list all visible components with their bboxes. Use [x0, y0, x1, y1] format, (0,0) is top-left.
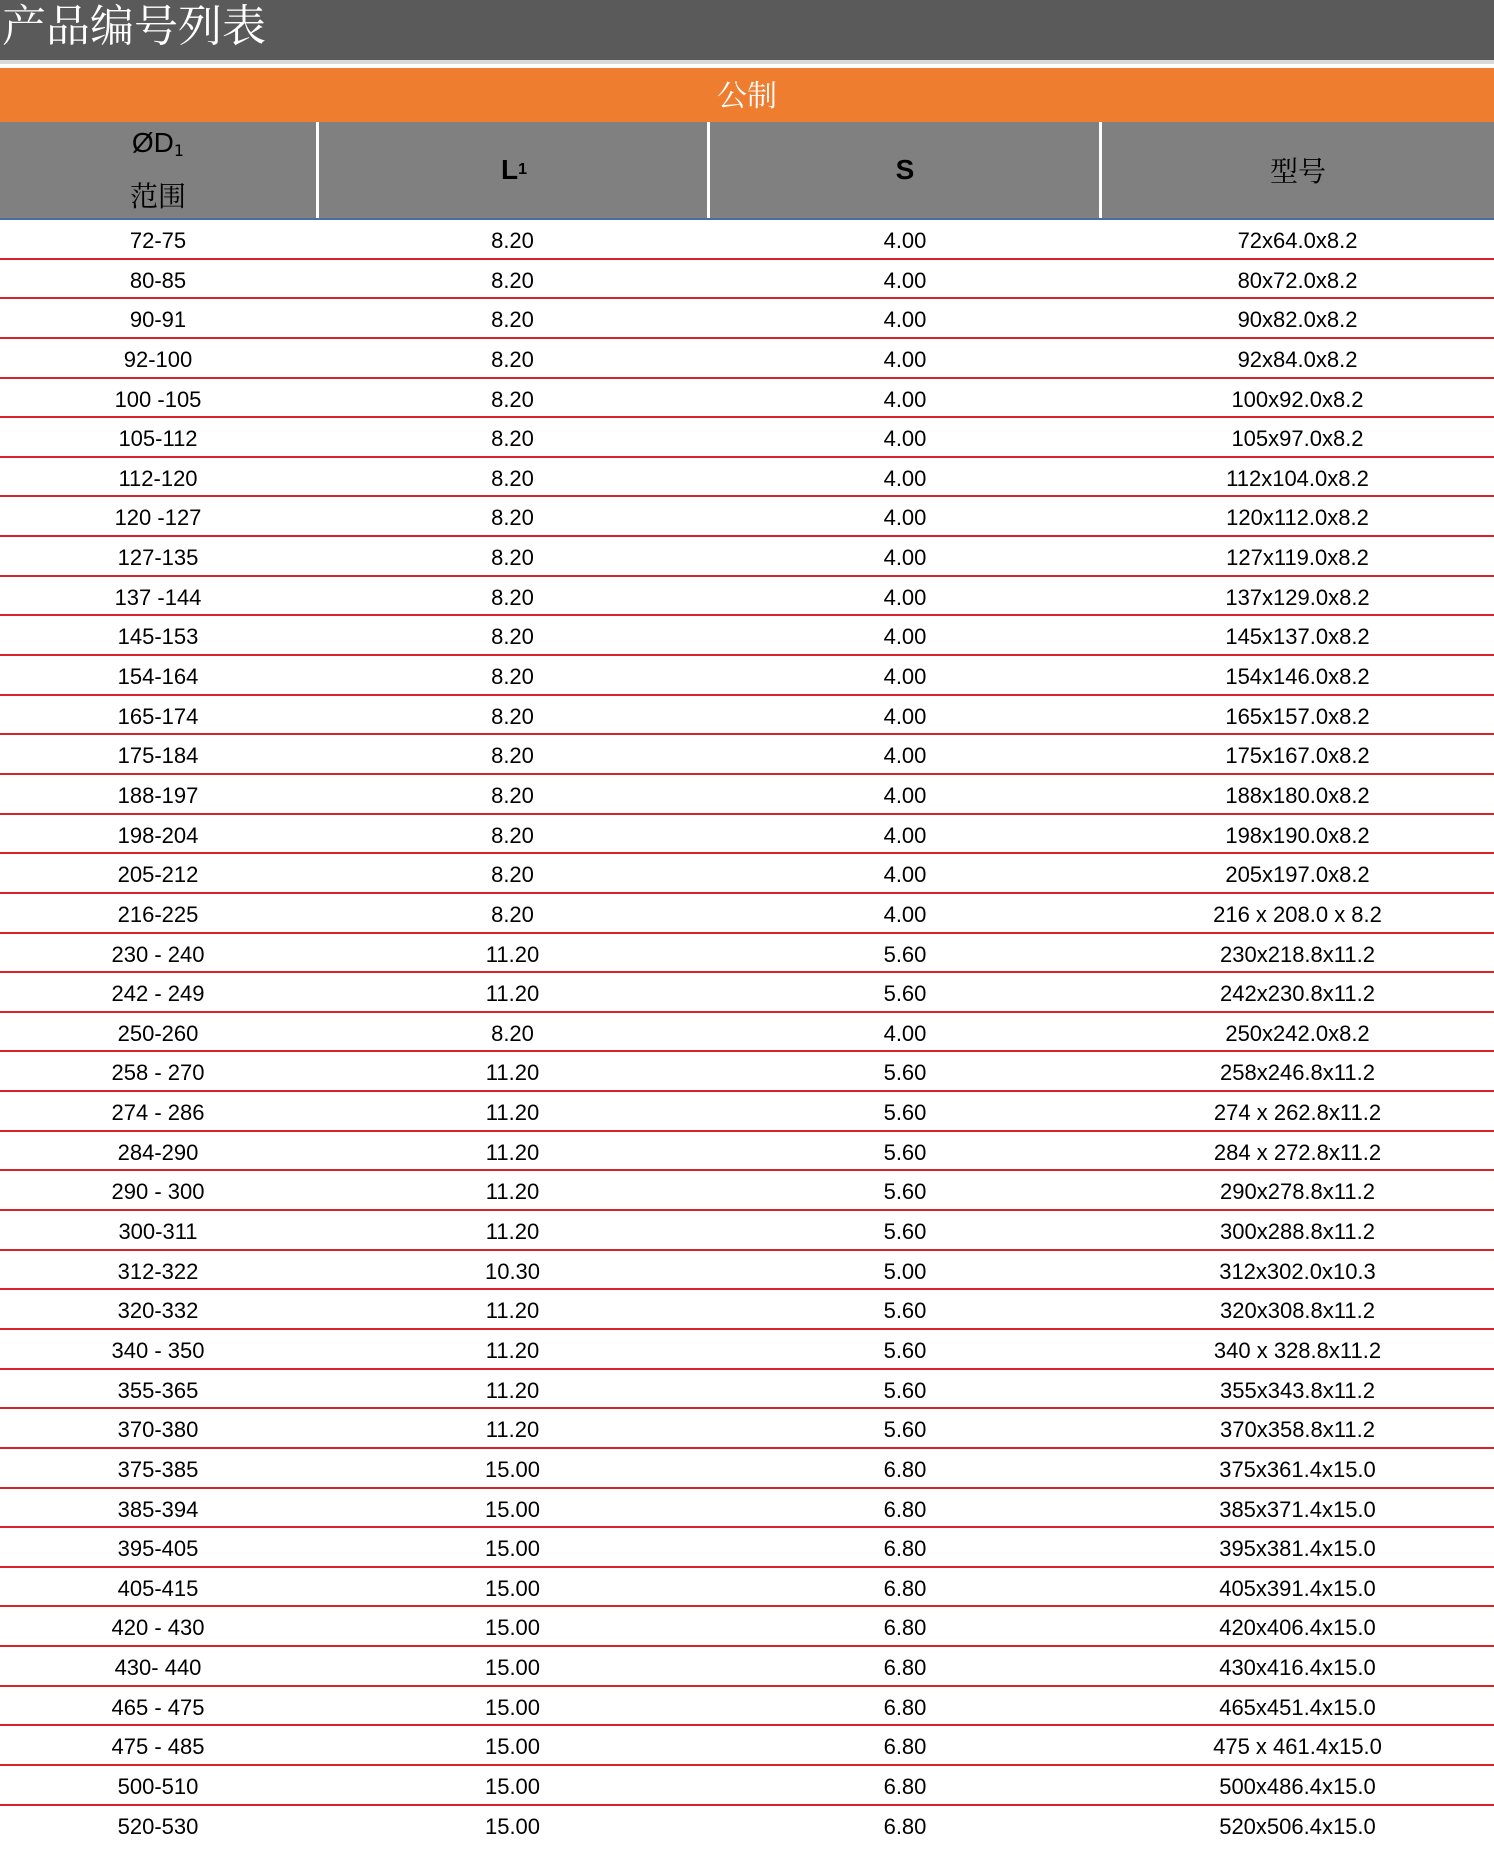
cell-l1: 8.20 [491, 426, 534, 452]
cell-s: 6.80 [883, 1496, 927, 1522]
cell-model: 165x157.0x8.2 [1225, 703, 1370, 729]
table-row [0, 1211, 1494, 1251]
column-header-l1 [319, 122, 709, 218]
cell-l1: 8.20 [491, 386, 534, 412]
cell-model: 340 x 328.8x11.2 [1213, 1337, 1382, 1363]
cell-model: 175x167.0x8.2 [1225, 743, 1370, 769]
cell-model: 188x180.0x8.2 [1225, 782, 1370, 808]
cell-s: 4.00 [883, 267, 927, 293]
cell-model: 216 x 208.0 x 8.2 [1213, 901, 1382, 927]
cell-d1-range: 420 - 430 [111, 1615, 205, 1641]
table-row [0, 775, 1494, 815]
cell-s: 5.60 [883, 1179, 927, 1205]
table-row [0, 1013, 1494, 1053]
table-row [0, 418, 1494, 458]
cell-s: 4.00 [883, 465, 927, 491]
table-row [0, 1528, 1494, 1568]
cell-d1-range: 300-311 [118, 1219, 198, 1245]
cell-l1: 11.20 [485, 1337, 540, 1363]
cell-s: 5.00 [883, 1258, 927, 1284]
cell-s: 4.00 [883, 584, 927, 610]
cell-s: 6.80 [883, 1575, 927, 1601]
cell-model: 105x97.0x8.2 [1231, 426, 1364, 452]
cell-d1-range: 205-212 [117, 862, 199, 888]
d1-subscript: 1 [173, 141, 185, 160]
table-row [0, 1766, 1494, 1806]
table-row [0, 577, 1494, 617]
cell-l1: 15.00 [484, 1456, 541, 1482]
cell-s: 6.80 [883, 1694, 927, 1720]
cell-s: 4.00 [883, 624, 927, 650]
cell-s: 4.00 [883, 703, 927, 729]
table-row [0, 854, 1494, 894]
table-row [0, 537, 1494, 577]
l1-subscript: 1 [518, 161, 527, 178]
table-row [0, 656, 1494, 696]
table-row [0, 1132, 1494, 1172]
cell-l1: 11.20 [485, 1179, 540, 1205]
table-row [0, 1330, 1494, 1370]
table-row [0, 1647, 1494, 1687]
cell-d1-range: 145-153 [117, 624, 199, 650]
cell-l1: 15.00 [484, 1615, 541, 1641]
cell-s: 6.80 [883, 1655, 927, 1681]
cell-s: 4.00 [883, 822, 927, 848]
cell-model: 198x190.0x8.2 [1225, 822, 1370, 848]
cell-l1: 15.00 [484, 1575, 541, 1601]
cell-l1: 15.00 [484, 1773, 541, 1799]
cell-model: 300x288.8x11.2 [1220, 1219, 1375, 1245]
cell-s: 4.00 [883, 426, 927, 452]
cell-l1: 10.30 [484, 1258, 541, 1284]
cell-d1-range: 375-385 [117, 1456, 199, 1482]
cell-l1: 15.00 [484, 1655, 541, 1681]
table-row [0, 220, 1494, 260]
table-row [0, 497, 1494, 537]
cell-d1-range: 320-332 [117, 1298, 199, 1324]
cell-l1: 8.20 [491, 624, 534, 650]
cell-model: 100x92.0x8.2 [1231, 386, 1364, 412]
title-bar [0, 0, 1494, 64]
table-row [0, 696, 1494, 736]
d1-symbol: ØD [131, 127, 174, 158]
cell-model: 284 x 272.8x11.2 [1213, 1139, 1382, 1165]
cell-s: 5.60 [883, 1219, 927, 1245]
table-row [0, 973, 1494, 1013]
page-title: 产品编号列表 [2, 1, 266, 52]
cell-s: 5.60 [883, 1377, 927, 1403]
cell-s: 5.60 [883, 1060, 927, 1086]
cell-d1-range: 405-415 [117, 1575, 199, 1601]
cell-model: 258x246.8x11.2 [1220, 1060, 1375, 1086]
cell-d1-range: 127-135 [117, 545, 199, 571]
cell-model: 127x119.0x8.2 [1226, 545, 1369, 571]
cell-s: 5.60 [883, 1139, 927, 1165]
cell-d1-range: 475 - 485 [111, 1734, 205, 1760]
cell-l1: 8.20 [491, 664, 534, 690]
cell-l1: 11.20 [485, 1219, 540, 1245]
cell-d1-range: 105-112 [118, 426, 198, 452]
cell-d1-range: 112-120 [118, 465, 198, 491]
cell-l1: 8.20 [491, 782, 534, 808]
table-row [0, 339, 1494, 379]
table-row [0, 815, 1494, 855]
table-row [0, 1607, 1494, 1647]
cell-l1: 11.20 [485, 1060, 540, 1086]
cell-s: 5.60 [883, 941, 927, 967]
cell-s: 4.00 [883, 862, 927, 888]
cell-s: 5.60 [883, 1337, 927, 1363]
cell-s: 5.60 [883, 1298, 927, 1324]
cell-d1-range: 90-91 [129, 307, 187, 333]
cell-model: 500x486.4x15.0 [1219, 1773, 1376, 1799]
cell-l1: 11.20 [485, 1139, 540, 1165]
cell-d1-range: 370-380 [117, 1417, 199, 1443]
cell-d1-range: 385-394 [117, 1496, 199, 1522]
cell-l1: 11.20 [485, 1417, 540, 1443]
cell-l1: 8.20 [491, 862, 534, 888]
cell-d1-range: 72-75 [129, 228, 187, 253]
cell-d1-range: 340 - 350 [111, 1337, 205, 1363]
table-row [0, 299, 1494, 339]
cell-s: 4.00 [883, 901, 927, 927]
cell-d1-range: 230 - 240 [111, 941, 205, 967]
cell-model: 420x406.4x15.0 [1219, 1615, 1376, 1641]
cell-model: 290x278.8x11.2 [1220, 1179, 1375, 1205]
cell-l1: 11.20 [485, 1100, 540, 1126]
cell-model: 385x371.4x15.0 [1219, 1496, 1376, 1522]
cell-s: 4.00 [883, 1020, 927, 1046]
cell-d1-range: 274 - 286 [111, 1100, 205, 1126]
cell-d1-range: 355-365 [117, 1377, 199, 1403]
cell-l1: 15.00 [484, 1694, 541, 1720]
cell-d1-range: 165-174 [117, 703, 199, 729]
cell-model: 520x506.4x15.0 [1219, 1813, 1376, 1839]
cell-s: 4.00 [883, 386, 927, 412]
cell-d1-range: 465 - 475 [111, 1694, 205, 1720]
cell-s: 6.80 [883, 1456, 927, 1482]
cell-l1: 8.20 [491, 267, 534, 293]
d1-symbol-line [132, 120, 184, 174]
column-header-model: 型号 [1269, 155, 1326, 188]
cell-s: 4.00 [883, 228, 927, 253]
cell-l1: 8.20 [491, 703, 534, 729]
table-row [0, 1449, 1494, 1489]
cell-d1-range: 92-100 [123, 346, 193, 372]
cell-s: 6.80 [883, 1773, 927, 1799]
cell-s: 4.00 [883, 743, 927, 769]
cell-model: 205x197.0x8.2 [1225, 862, 1370, 888]
table-row [0, 1568, 1494, 1608]
cell-l1: 8.20 [491, 743, 534, 769]
cell-model: 90x82.0x8.2 [1237, 307, 1358, 333]
cell-l1: 8.20 [491, 822, 534, 848]
cell-s: 6.80 [883, 1813, 927, 1839]
d1-range-label: 范围 [129, 180, 186, 213]
table-row [0, 735, 1494, 775]
cell-d1-range: 258 - 270 [111, 1060, 205, 1086]
table-row [0, 1052, 1494, 1092]
cell-model: 72x64.0x8.2 [1237, 228, 1358, 253]
cell-model: 230x218.8x11.2 [1220, 941, 1375, 967]
cell-model: 80x72.0x8.2 [1237, 267, 1358, 293]
cell-d1-range: 284-290 [117, 1139, 199, 1165]
cell-l1: 11.20 [485, 981, 540, 1007]
cell-model: 320x308.8x11.2 [1220, 1298, 1375, 1324]
cell-l1: 15.00 [484, 1536, 541, 1562]
cell-d1-range: 137 -144 [114, 584, 202, 610]
cell-model: 92x84.0x8.2 [1237, 346, 1358, 372]
cell-model: 370x358.8x11.2 [1220, 1417, 1375, 1443]
table-header [0, 122, 1494, 220]
cell-d1-range: 175-184 [117, 743, 199, 769]
table-row [0, 1687, 1494, 1727]
cell-d1-range: 500-510 [117, 1773, 199, 1799]
cell-l1: 8.20 [491, 545, 534, 571]
cell-l1: 15.00 [484, 1496, 541, 1522]
cell-s: 4.00 [883, 782, 927, 808]
l1-symbol: L [500, 154, 519, 185]
cell-model: 154x146.0x8.2 [1225, 664, 1370, 690]
cell-d1-range: 250-260 [117, 1020, 199, 1046]
table-row [0, 1726, 1494, 1766]
table-row [0, 1251, 1494, 1291]
section-header-metric: 公制 [0, 68, 1494, 122]
cell-l1: 8.20 [491, 228, 534, 253]
cell-d1-range: 312-322 [117, 1258, 199, 1284]
cell-model: 405x391.4x15.0 [1219, 1575, 1376, 1601]
cell-model: 375x361.4x15.0 [1219, 1456, 1376, 1482]
cell-s: 4.00 [883, 545, 927, 571]
cell-l1: 15.00 [484, 1813, 541, 1839]
table-row [0, 1489, 1494, 1529]
cell-d1-range: 188-197 [117, 782, 199, 808]
cell-model: 274 x 262.8x11.2 [1213, 1100, 1382, 1126]
cell-l1: 8.20 [491, 1020, 534, 1046]
column-header-s: S [895, 154, 915, 185]
table-row [0, 616, 1494, 656]
cell-s: 4.00 [883, 307, 927, 333]
cell-s: 4.00 [883, 664, 927, 690]
cell-l1: 15.00 [484, 1734, 541, 1760]
table-row [0, 1171, 1494, 1211]
cell-d1-range: 430- 440 [114, 1655, 202, 1681]
table-body [0, 220, 1494, 1845]
cell-l1: 11.20 [485, 1298, 540, 1324]
table-row [0, 1806, 1494, 1846]
cell-d1-range: 100 -105 [114, 386, 202, 412]
cell-model: 112x104.0x8.2 [1226, 465, 1369, 491]
table-row [0, 1409, 1494, 1449]
cell-model: 465x451.4x15.0 [1219, 1694, 1376, 1720]
cell-d1-range: 80-85 [129, 267, 187, 293]
cell-model: 250x242.0x8.2 [1225, 1020, 1370, 1046]
cell-d1-range: 520-530 [117, 1813, 199, 1839]
cell-l1: 8.20 [491, 307, 534, 333]
table-row [0, 260, 1494, 300]
cell-d1-range: 198-204 [117, 822, 199, 848]
cell-model: 430x416.4x15.0 [1219, 1655, 1376, 1681]
cell-d1-range: 154-164 [117, 664, 199, 690]
table-row [0, 1370, 1494, 1410]
cell-s: 6.80 [883, 1734, 927, 1760]
cell-s: 6.80 [883, 1615, 927, 1641]
cell-l1: 11.20 [485, 1377, 540, 1403]
cell-l1: 8.20 [491, 465, 534, 491]
cell-l1: 11.20 [485, 941, 540, 967]
cell-model: 312x302.0x10.3 [1219, 1258, 1376, 1284]
cell-model: 395x381.4x15.0 [1219, 1536, 1376, 1562]
table-row [0, 379, 1494, 419]
cell-d1-range: 395-405 [117, 1536, 199, 1562]
cell-s: 5.60 [883, 981, 927, 1007]
cell-model: 475 x 461.4x15.0 [1213, 1734, 1382, 1760]
column-header-d1-range [0, 122, 316, 218]
cell-s: 5.60 [883, 1417, 927, 1443]
cell-l1: 8.20 [491, 584, 534, 610]
cell-model: 137x129.0x8.2 [1225, 584, 1370, 610]
cell-model: 145x137.0x8.2 [1225, 624, 1370, 650]
cell-model: 242x230.8x11.2 [1220, 981, 1375, 1007]
cell-d1-range: 242 - 249 [111, 981, 205, 1007]
cell-s: 4.00 [883, 505, 927, 531]
table-row [0, 894, 1494, 934]
cell-model: 355x343.8x11.2 [1220, 1377, 1375, 1403]
table-row [0, 458, 1494, 498]
cell-s: 6.80 [883, 1536, 927, 1562]
cell-d1-range: 216-225 [117, 901, 199, 927]
cell-d1-range: 290 - 300 [111, 1179, 205, 1205]
cell-l1: 8.20 [491, 505, 534, 531]
cell-s: 5.60 [883, 1100, 927, 1126]
cell-s: 4.00 [883, 346, 927, 372]
cell-model: 120x112.0x8.2 [1226, 505, 1369, 531]
cell-l1: 8.20 [491, 346, 534, 372]
table-row [0, 934, 1494, 974]
table-row [0, 1290, 1494, 1330]
table-row [0, 1092, 1494, 1132]
cell-d1-range: 120 -127 [114, 505, 202, 531]
cell-l1: 8.20 [491, 901, 534, 927]
